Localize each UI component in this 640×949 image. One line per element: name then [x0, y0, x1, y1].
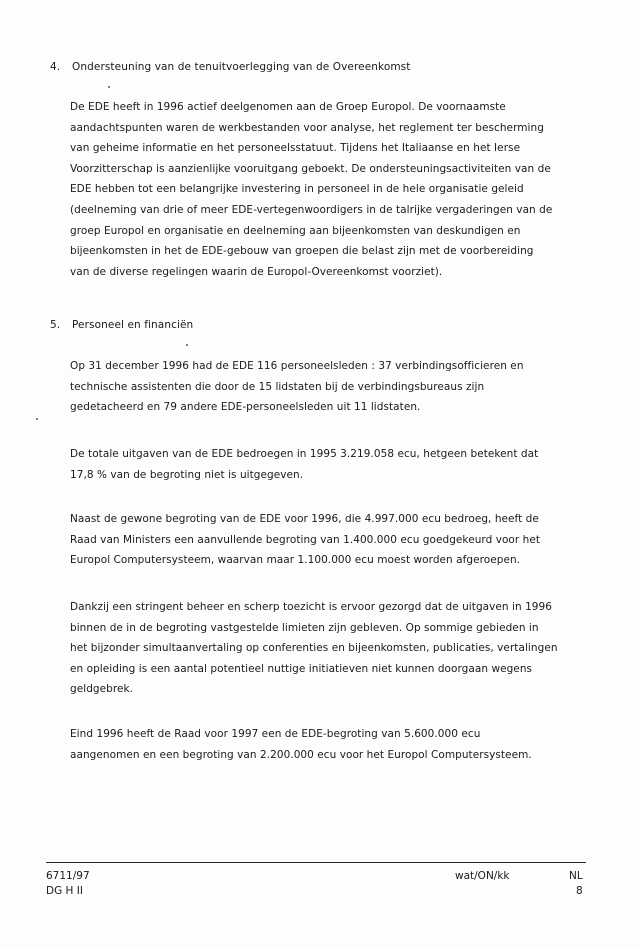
text-line: binnen de in de begroting vastgestelde limieten zijn gebleven. Op sommige gebieden in: [70, 621, 539, 634]
paragraph: [70, 724, 590, 765]
text-line: Dankzij een stringent beheer en scherp toezicht is ervoor gezorgd dat de uitgaven in 1996: [70, 601, 552, 613]
paragraph: [70, 597, 590, 700]
paragraph: [70, 444, 590, 485]
text-line: EDE hebben tot een belangrijke investering in personeel in de hele organisatie geleid: [70, 183, 524, 196]
text-line: van de diverse regelingen waarin de Europol-Overeenkomst voorziet).: [70, 265, 443, 278]
text-line: van geheime informatie en het personeelsstatuut. Tijdens het Italiaanse en het Ierse: [70, 142, 521, 155]
text-line: het bijzonder simultaanvertaling op conferenties en bijeenkomsten, publicaties, vertalingen: [70, 642, 558, 655]
section-heading: [50, 318, 193, 332]
text-line: aangenomen en een begroting van 2.200.000 ecu voor het Europol Computersysteem.: [70, 748, 532, 761]
text-line: en opleiding is een aantal potentieel nuttige initiatieven niet kunnen doorgaan wegens: [70, 662, 533, 675]
text-line: bijeenkomsten in het de EDE-gebouw van groepen die belast zijn met de voorbereiding: [70, 245, 534, 258]
text-line: gedetacheerd en 79 andere EDE-personeelsleden uit 11 lidstaten.: [70, 401, 421, 414]
text-line: Raad van Ministers een aanvullende begroting van 1.400.000 ecu goedgekeurd voor het: [70, 533, 541, 546]
paragraph: [70, 509, 590, 571]
section-number: 5.: [50, 319, 61, 331]
footer-language: NL: [569, 870, 583, 882]
scan-speck: [108, 86, 110, 88]
text-line: Voorzitterschap is aanzienlijke vooruitgang geboekt. De ondersteuningsactiviteiten van de: [70, 162, 551, 175]
text-line: geldgebrek.: [70, 683, 134, 696]
footer-initials: wat/ON/kk: [455, 870, 510, 882]
scan-speck: [36, 418, 38, 420]
paragraph: [70, 356, 590, 418]
text-line: aandachtspunten waren de werkbestanden voor analyse, het reglement ter bescherming: [70, 121, 544, 134]
footer-rule: [46, 862, 586, 863]
text-line: De totale uitgaven van de EDE bedroegen in 1995 3.219.058 ecu, hetgeen betekent dat: [70, 448, 539, 460]
section-title: Personeel en financiën: [72, 319, 194, 331]
section-heading: [50, 60, 410, 74]
paragraph: [70, 97, 590, 282]
text-line: Op 31 december 1996 had de EDE 116 personeelsleden : 37 verbindingsofficieren en: [70, 360, 524, 372]
scan-speck: [186, 344, 188, 346]
text-line: Europol Computersysteem, waarvan maar 1.100.000 ecu moest worden afgeroepen.: [70, 554, 521, 567]
section-title: Ondersteuning van de tenuitvoerlegging van de Overeenkomst: [72, 61, 411, 73]
text-line: technische assistenten die door de 15 lidstaten bij de verbindingsbureaus zijn: [70, 380, 485, 393]
footer-department: DG H II: [46, 885, 83, 897]
footer-doc-number: 6711/97: [46, 870, 90, 882]
text-line: Naast de gewone begroting van de EDE voor 1996, die 4.997.000 ecu bedroeg, heeft de: [70, 513, 539, 525]
text-line: Eind 1996 heeft de Raad voor 1997 een de EDE-begroting van 5.600.000 ecu: [70, 728, 481, 740]
section-number: 4.: [50, 61, 61, 73]
text-line: (deelneming van drie of meer EDE-vertegenwoordigers in de talrijke vergaderingen van de: [70, 203, 553, 216]
footer-page-number: 8: [576, 885, 583, 897]
text-line: groep Europol en organisatie en deelneming aan bijeenkomsten van deskundigen en: [70, 224, 521, 237]
text-line: De EDE heeft in 1996 actief deelgenomen aan de Groep Europol. De voornaamste: [70, 101, 506, 113]
text-line: 17,8 % van de begroting niet is uitgegeven.: [70, 468, 304, 481]
